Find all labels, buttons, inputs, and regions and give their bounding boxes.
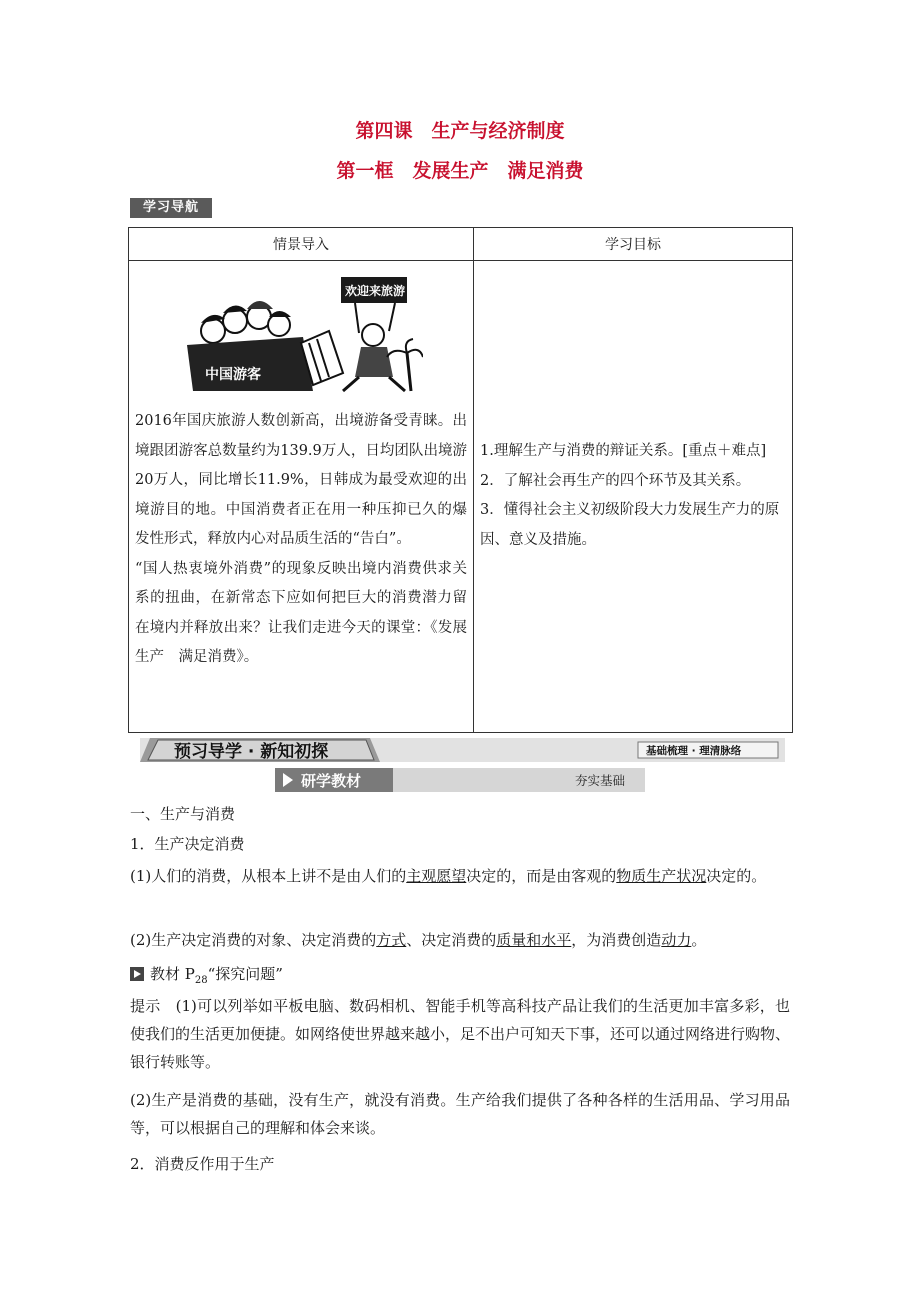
hint-paragraph-1: 提示 (1)可以列举如平板电脑、数码相机、智能手机等高科技产品让我们的生活更加丰富多彩，也使我们的生活更加便捷。如网络使世界越来越小，足不出户可知天下事，还可以通过网络进行购物、银行转账等。 (130, 997, 791, 1071)
paragraph-1 (130, 862, 790, 890)
learning-nav-table (128, 227, 793, 733)
study-banner (275, 768, 645, 792)
text-span: 决定的。 (706, 867, 767, 885)
goal-item: 3．懂得社会主义初级阶段大力发展生产力的原因、意义及措施。 (480, 502, 780, 548)
lesson-title: 第四课 生产与经济制度 (355, 120, 565, 142)
text-span: (1)人们的消费，从根本上讲不是由人们的 (130, 867, 407, 885)
item-heading-2: 2．消费反作用于生产 (130, 1155, 275, 1173)
scenario-question: “国人热衷境外消费”的现象反映出境内消费供求关系的扭曲，在新常态下应如何把巨大的消费潜力留在境内并释放出来？让我们走进今天的课堂：《发展生产 满足消费》。 (135, 560, 467, 665)
blank-answer: 动力 (661, 931, 692, 949)
sign-label: 欢迎来旅游 (345, 284, 406, 298)
col-header-goals: 学习目标 (474, 228, 793, 261)
scenario-story: 2016年国庆旅游人数创新高，出境游备受青睐。出境跟团游客总数量约为139.9万人，日均团队出境游20万人，同比增长11.9%，日韩成为最受欢迎的出境游目的地。中国消费者正在用一种压抑已久的爆发性形式，释放内心对品质生活的“告白”。 (135, 413, 467, 547)
goal-item: 1.理解生产与消费的辩证关系。[重点＋难点] (480, 443, 767, 459)
banner-main-label: 预习导学 · 新知初探 (174, 742, 329, 762)
text-span: 决定的，而是由客观的 (466, 867, 617, 885)
blank-answer: 主观愿望 (406, 867, 467, 885)
blank-answer: 方式 (376, 931, 407, 949)
text-span: “探究问题” (207, 965, 283, 983)
boat-label: 中国游客 (205, 367, 261, 383)
scenario-cell (129, 261, 474, 733)
study-label: 研学教材 (301, 772, 362, 790)
goal-item: 2．了解社会再生产的四个环节及其关系。 (480, 472, 751, 489)
text-span: 、决定消费的 (406, 931, 497, 949)
paragraph-2 (130, 926, 790, 954)
study-right-label: 夯实基础 (575, 773, 626, 788)
banner-right-label: 基础梳理 · 理清脉络 (646, 745, 742, 757)
text-span: (2)生产决定消费的对象、决定消费的 (130, 931, 377, 949)
text-span: 。 (691, 931, 707, 949)
page-subscript: 28 (194, 975, 208, 986)
item-heading: 1．生产决定消费 (130, 835, 245, 853)
textbook-reference (130, 960, 790, 995)
blank-answer: 物质生产状况 (616, 867, 707, 885)
goals-list (480, 437, 786, 555)
blank-answer: 质量和水平 (496, 931, 572, 949)
hint-paragraph-2: (2)生产是消费的基础，没有生产，就没有消费。生产给我们提供了各种各样的生活用品、学习用品等，可以根据自己的理解和体会来谈。 (130, 1091, 790, 1137)
tourist-cartoon-illustration (183, 273, 423, 393)
section-heading: 一、生产与消费 (130, 805, 236, 823)
text-span: 教材 P (150, 965, 195, 983)
preview-banner (140, 736, 785, 764)
play-box-icon (130, 967, 144, 981)
lesson-subtitle: 第一框 发展生产 满足消费 (336, 160, 584, 182)
text-span: ，为消费创造 (571, 931, 662, 949)
learning-nav-tag: 学习导航 (130, 198, 212, 218)
goals-cell (474, 261, 793, 733)
col-header-scenario: 情景导入 (129, 228, 474, 261)
